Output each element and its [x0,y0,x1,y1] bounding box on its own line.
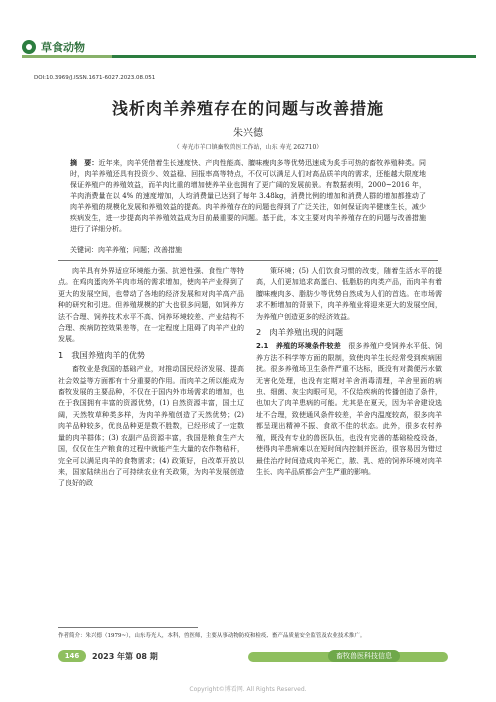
right-column [256,266,442,478]
footnote: 作者简介：朱兴德（1979~），山东寿光人，本科，兽医师，主要从事动物防疫和检疫、畜产品质量安全监管及农业技术推广。 [58,633,366,639]
subsection-heading: 2.1 养殖的环境条件较差 [256,342,341,351]
copyright-watermark: Copyright©博看网. All Rights Reserved. [189,686,307,693]
issue: 2023 年第 08 期 [92,652,158,661]
divider [58,260,438,261]
keywords: 关键词：肉羊养殖；问题；改善措施 [70,246,182,254]
journal-name: 畜牧兽医科技信息 [328,650,400,662]
footnote-divider [58,627,198,628]
abstract-text: 近年来，肉羊凭借着生长速度快、产肉性能高、膻味瘦肉多等优势迅速成为炙手可热的畜牧养殖种类。同时，肉羊养殖还具有投资少、效益稳、回报率高等特点，不仅可以满足人们对高品质羊肉的需求，还能越大限度地保证养殖户的养殖效益，而羊肉比重的增加使养羊业也拥有了更广阔的发展前景。有数据表明，2000~2016 年，羊肉消费量在以 4% 的速度增加，人均消费量已达到了每年 3.48kg，消费比例的增加和消费人群的增加都推动了肉羊养殖的规模化发展和养殖效益的提高。肉羊养殖存在的问题也得到了广泛关注，如何保证肉羊健康生长，减少疾病发生，进一步提高肉羊养殖效益成为目前最重要的问题。基于此，本文主要对肉羊养殖存在的问题与改善措施进行了详细分析。 [70,159,427,233]
page-footer [58,650,448,664]
article-title: 浅析肉羊养殖存在的问题与改善措施 [111,99,384,118]
author: 朱兴德 [233,128,263,139]
section-heading: 2 肉羊养殖出现的问题 [256,327,344,338]
paragraph: 策环境；(5) 人们饮食习惯的改变，随着生活水平的提高，人们更加追求高蛋白、低脂肪的肉类产品，而肉羊有着膻味瘦肉多、脂肪少等优势自然成为人们的首选。在市场需求不断增加的背景下，肉羊养殖业将迎来更大的发展空间，为养殖户创造更多的经济效益。 [256,267,442,321]
journal-header [22,40,476,60]
paragraph-text: 很多养殖户受饲养水平低、饲养方法不科学等方面的限制，致使肉羊生长经常受到疾病困扰。很多养殖场卫生条件严重不达标，既没有对粪便污水做无害化处理，也没有定期对羊舍消毒清理，羊舍里面的病虫、细菌、灰尘肉眼可见，不仅给疾病的传播创造了条件，也加大了肉羊患病的可能。尤其是在夏天，因为羊舍建设选址不合理，致使通风条件较差，羊舍内温度较高，很多肉羊都呈现出精神不振、食欲不佳的状态。此外，很多农村养殖，既没有专业的兽医队伍，也没有完善的基础检疫设备，使得肉羊患病难以在短时间内控制并医治，很容易因为错过最佳治疗时间造成肉羊死亡，脓、乳、疮的饲养环境对肉羊生长、肉羊品质都会产生严重的影响。 [256,342,442,476]
affiliation: （ 寿光市羊口镇畜牧兽医工作站，山东 寿光 262710） [173,144,323,151]
abstract-label: 摘 要： [70,158,99,167]
abstract [70,157,426,235]
paragraph: 肉羊具有外界适应环境能力强、抗逆性强、食性广等特点。在鸡肉蛋肉外羊肉市场的需求增加，使肉羊产业得到了更大的发展空间，也带动了各地的经济发展和对肉羊高产品种的研究和引进。但养殖规模的扩大也很多问题，如饲养方法不合理、饲养技术水平不高、饲养环境较差、产业结构不合理、疾病防控效果差等，在一定程度上阻碍了肉羊产业的发展。 [58,267,244,344]
journal-logo-icon [22,40,36,54]
section-name: 草食动物 [41,41,85,54]
paragraph: 畜牧业是我国的基础产业，对推动国民经济发展、提高社会效益等方面都有十分重要的作用。而肉羊之所以能成为畜牧发展的主要品种，不仅在于国内外市场需求的增加，也在于我国拥有丰富的资源优势，(1) 自然资源丰富，国土辽阔，天然牧草种类多样，为肉羊养殖创造了天然优势；(2) 肉羊品种较多，优良品种更是数不胜数，已经形成了一定数量的肉羊群体；(3) 农副产品资源丰富，我国是粮食生产大国，仅仅在生产粮食的过程中就能产生大量的农作物秸秆，完全可以满足肉羊的食物需求；(4) 政策好，自改革开放以来，国家陆续出台了可持续农业有关政策，为肉羊发展创造了良好的政 [58,365,244,488]
left-column [58,266,244,490]
doi: DOI:10.3969/J.ISSN.1671-6027.2023.08.051 [34,75,156,81]
header-bar-accent [22,55,112,58]
section-heading: 1 我国养殖肉羊的优势 [58,349,146,360]
page-number: 146 [58,650,86,662]
